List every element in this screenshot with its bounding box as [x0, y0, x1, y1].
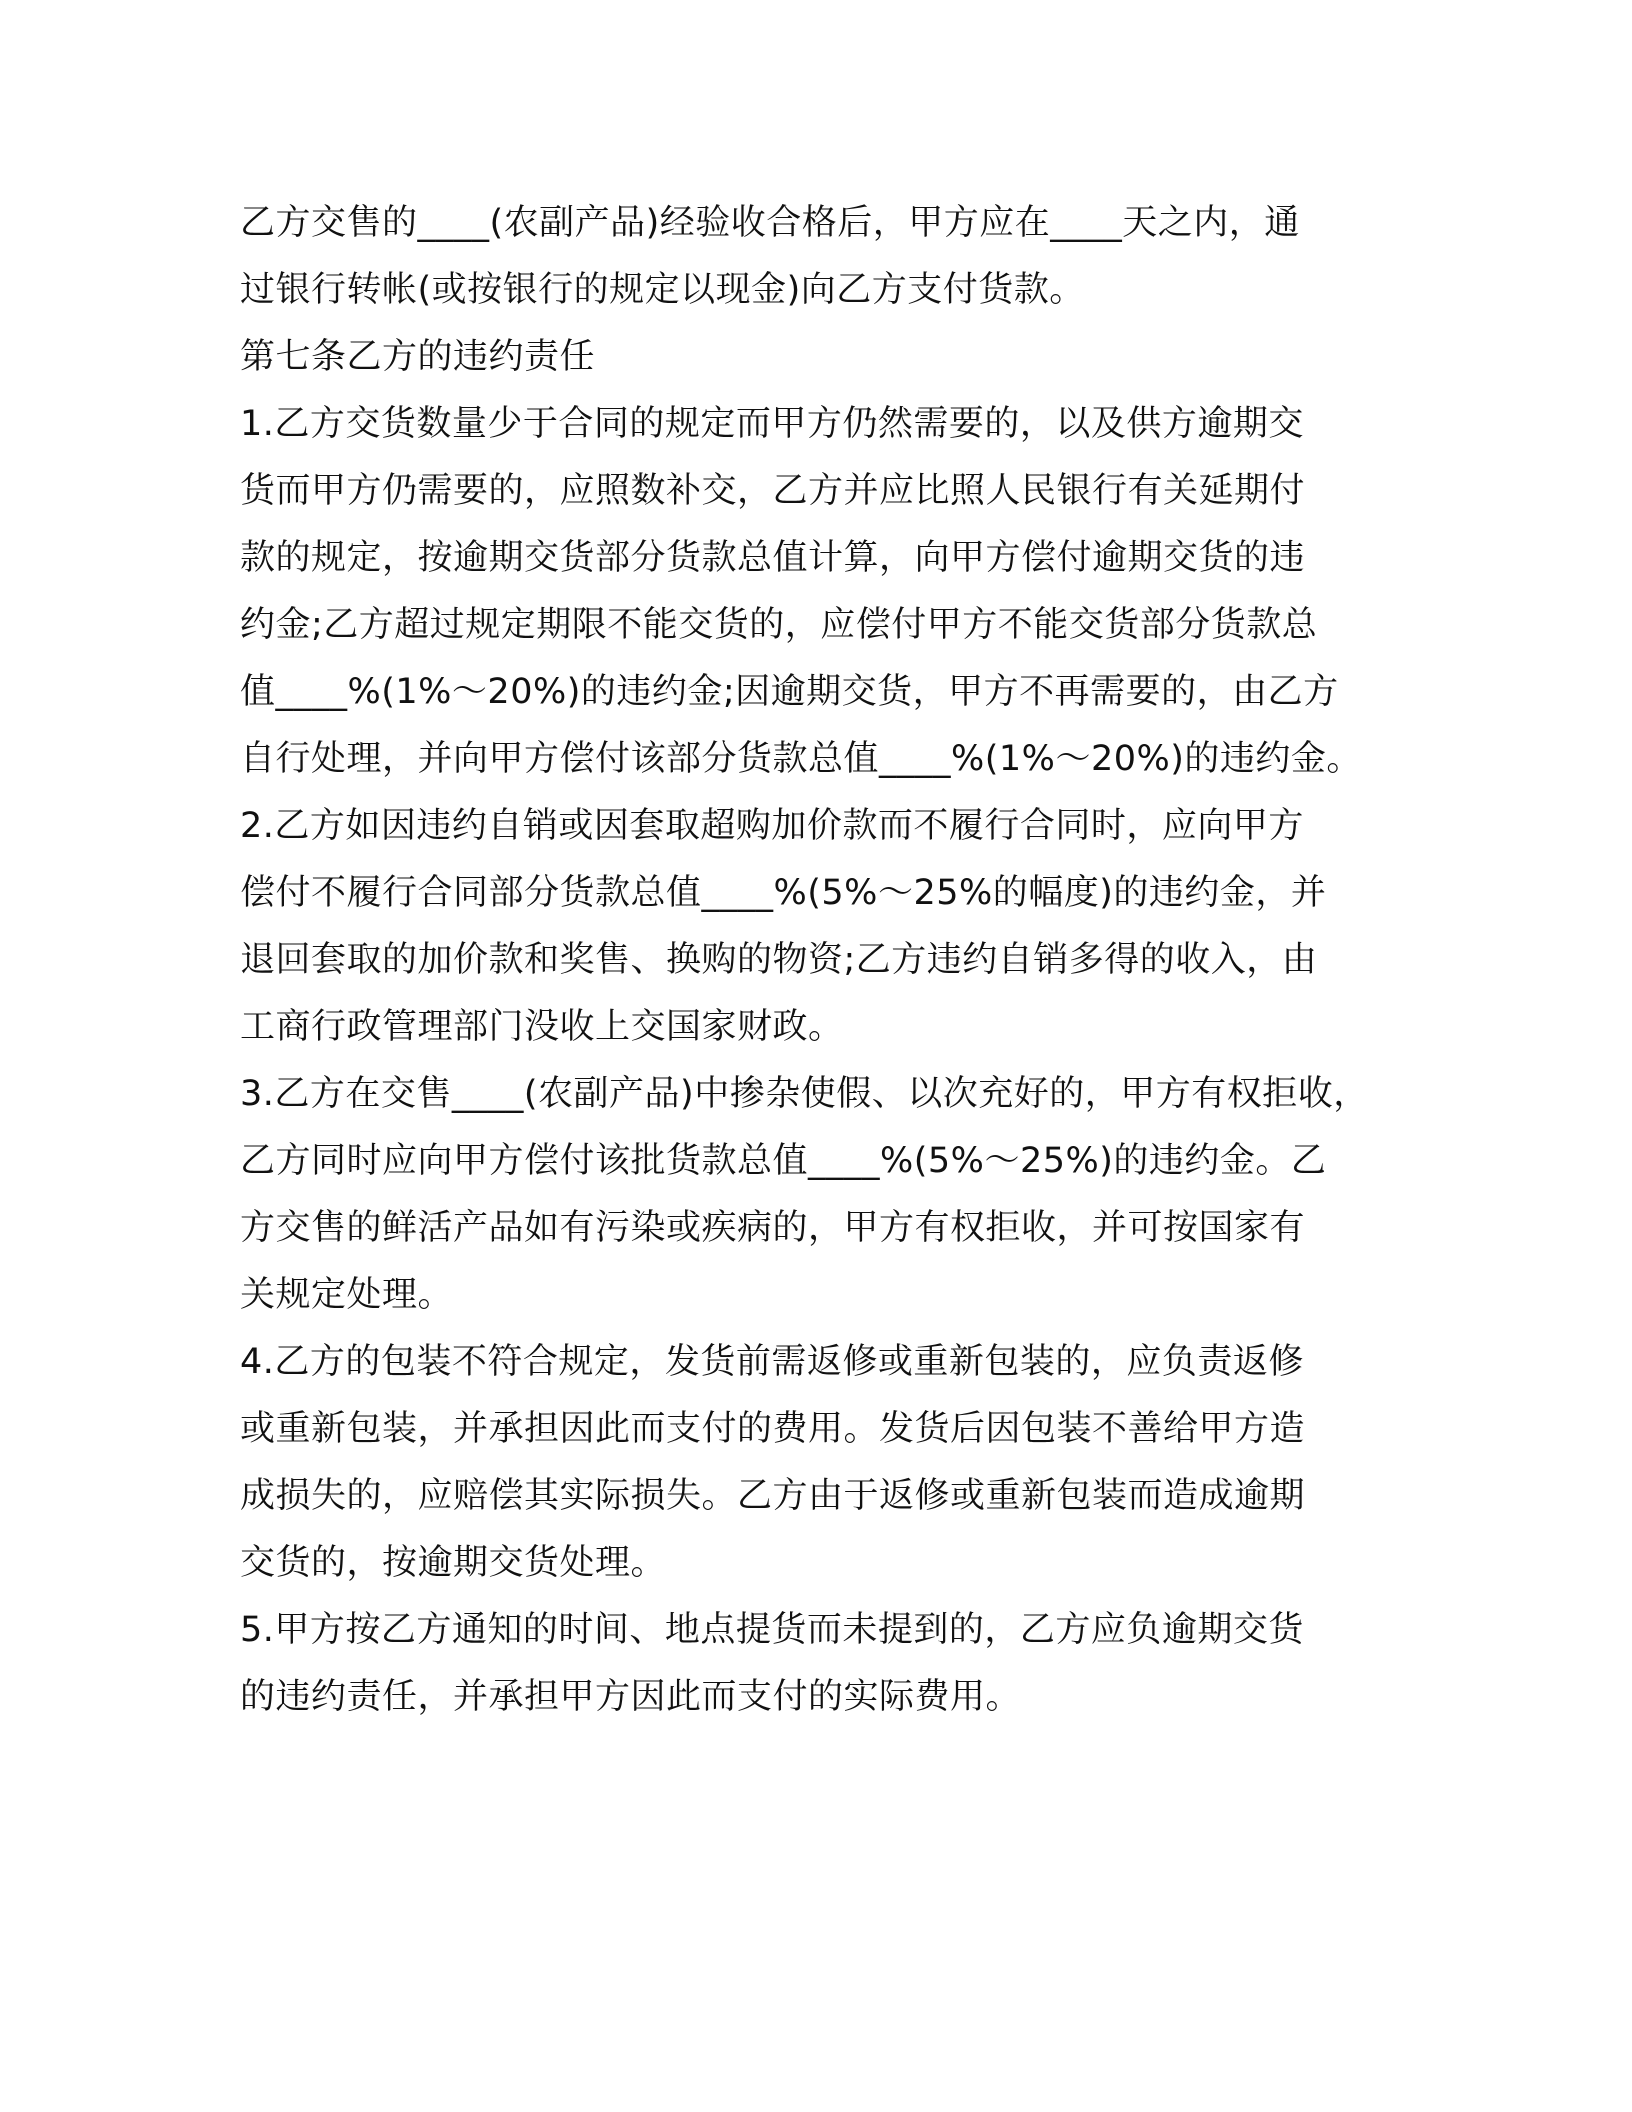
section-heading: 第七条乙方的违约责任 — [240, 337, 596, 377]
text-line: 过银行转帐(或按银行的规定以现金)向乙方支付货款。 — [240, 270, 1085, 310]
text-line: 方交售的鲜活产品如有污染或疾病的，甲方有权拒收，并可按国家有 — [240, 1208, 1306, 1248]
text-line: 偿付不履行合同部分货款总值____%(5%～25%的幅度)的违约金，并 — [240, 873, 1327, 913]
text-line: 2.乙方如因违约自销或因套取超购加价款而不履行合同时，应向甲方 — [240, 806, 1304, 846]
text-line: 3.乙方在交售____(农副产品)中掺杂使假、以次充好的，甲方有权拒收， — [240, 1074, 1369, 1114]
text-line: 自行处理，并向甲方偿付该部分货款总值____%(1%～20%)的违约金。 — [240, 739, 1362, 779]
text-line: 工商行政管理部门没收上交国家财政。 — [240, 1007, 844, 1047]
text-line: 约金;乙方超过规定期限不能交货的，应偿付甲方不能交货部分货款总 — [240, 605, 1318, 645]
text-line: 1.乙方交货数量少于合同的规定而甲方仍然需要的，以及供方逾期交 — [240, 404, 1304, 444]
text-line: 乙方同时应向甲方偿付该批货款总值____%(5%～25%)的违约金。乙 — [240, 1141, 1327, 1181]
text-line: 成损失的，应赔偿其实际损失。乙方由于返修或重新包装而造成逾期 — [240, 1476, 1306, 1516]
text-line: 4.乙方的包装不符合规定，发货前需返修或重新包装的，应负责返修 — [240, 1342, 1304, 1382]
text-line: 交货的，按逾期交货处理。 — [240, 1543, 667, 1583]
document-body — [240, 190, 1420, 1731]
text-line: 关规定处理。 — [240, 1275, 454, 1315]
text-line: 或重新包装，并承担因此而支付的费用。发货后因包装不善给甲方造 — [240, 1409, 1306, 1449]
text-line: 5.甲方按乙方通知的时间、地点提货而未提到的，乙方应负逾期交货 — [240, 1610, 1304, 1650]
text-line: 乙方交售的____(农副产品)经验收合格后，甲方应在____天之内，通 — [240, 203, 1300, 243]
text-line: 退回套取的加价款和奖售、换购的物资;乙方违约自销多得的收入，由 — [240, 940, 1318, 980]
text-line: 值____%(1%～20%)的违约金;因逾期交货，甲方不再需要的，由乙方 — [240, 672, 1339, 712]
text-line: 款的规定，按逾期交货部分货款总值计算，向甲方偿付逾期交货的违 — [240, 538, 1306, 578]
text-line: 货而甲方仍需要的，应照数补交，乙方并应比照人民银行有关延期付 — [240, 471, 1306, 511]
text-line: 的违约责任，并承担甲方因此而支付的实际费用。 — [240, 1677, 1022, 1717]
